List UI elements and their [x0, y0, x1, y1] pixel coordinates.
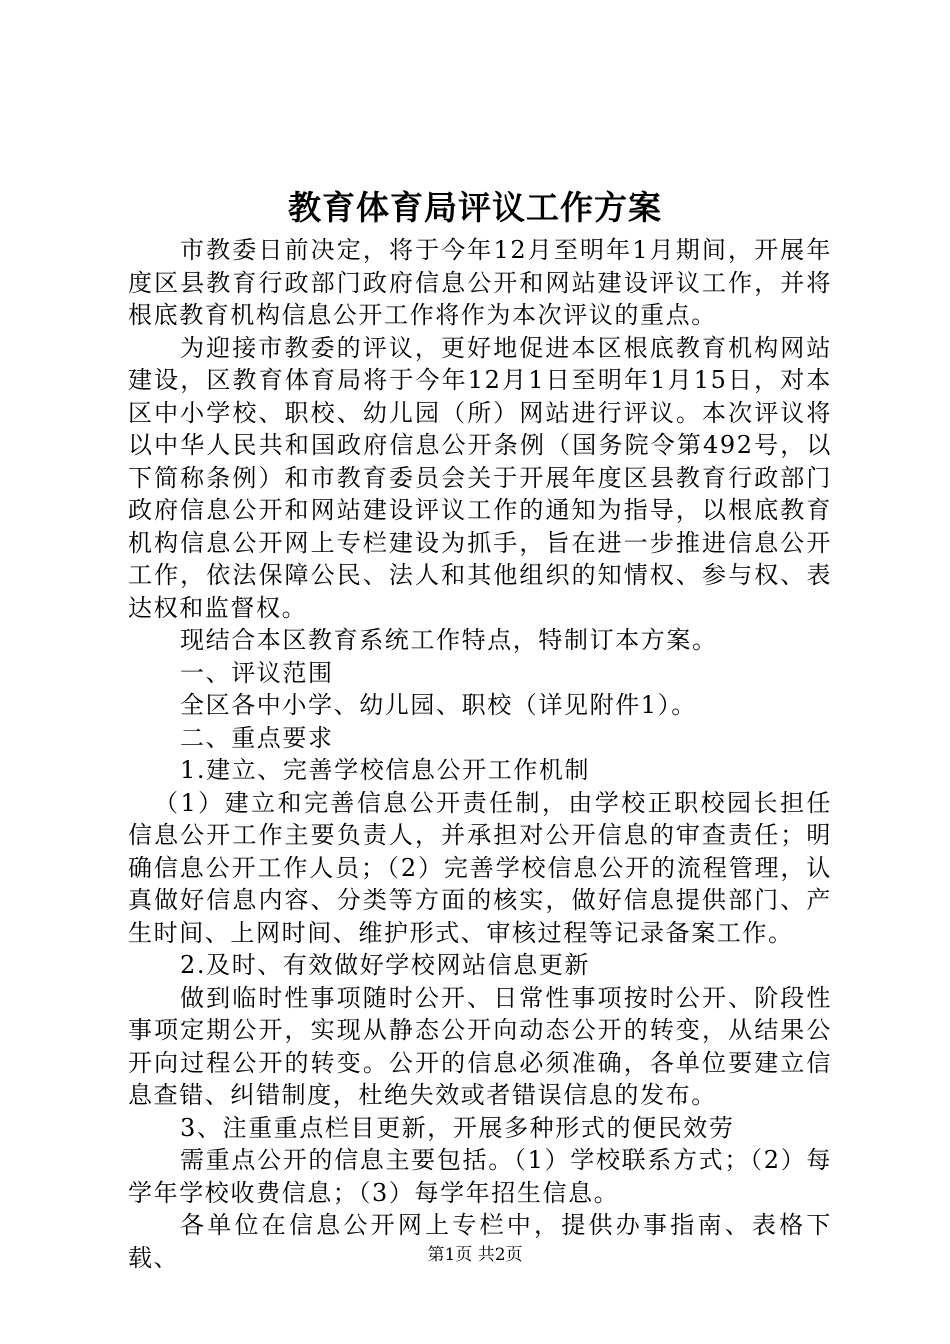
subheading-update: 2.及时、有效做好学校网站信息更新 [180, 951, 591, 979]
section-heading-requirements: 二、重点要求 [180, 723, 334, 752]
paragraph-purpose: 为迎接市教委的评议，更好地促进本区根底教育机构网站建设，区教育体育局将于今年12月1日至明年1月15日，对本区中小学校、职校、幼儿园（所）网站进行评议。本次评议将以中华人民共和国政府信息公开条例（国务院令第492号，以下简称条例）和市教育委员会关于开展年度区县教育行政部门政府信息公开和网站建设评议工作的通知为指导，以根底教育机构信息公开网上专栏建设为抓手，旨在进一步推进信息公开工作，依法保障公民、法人和其他组织的知情权、参与权、表达权和监督权。 [128, 333, 832, 622]
subheading-mechanism: 1.建立、完善学校信息公开工作机制 [180, 756, 591, 784]
subheading-columns: 3、注重重点栏目更新，开展多种形式的便民效劳 [180, 1113, 735, 1142]
paragraph-update: 做到临时性事项随时公开、日常性事项按时公开、阶段性事项定期公开，实现从静态公开向动态公开的转变，从结果公开向过程公开的转变。公开的信息必须准确，各单位要建立信息查错、纠错制度，杜绝失效或者错误信息的发布。 [128, 983, 832, 1109]
document-title: 教育体育局评议工作方案 [288, 188, 662, 227]
paragraph-plan: 现结合本区教育系统工作特点，特制订本方案。 [180, 626, 718, 654]
page-number: 第1页 共2页 [427, 1245, 523, 1265]
paragraph-mechanism: （1）建立和完善信息公开责任制，由学校正职校园长担任信息公开工作主要负责人，并承担对公开信息的审查责任；明确信息公开工作人员；（2）完善学校信息公开的流程管理，认真做好信息内容、分类等方面的核实，做好信息提供部门、产生时间、上网时间、维护形式、审核过程等记录备案工作。 [128, 788, 832, 947]
paragraph-key-info: 需重点公开的信息主要包括。（1）学校联系方式；（2）每学年学校收费信息；（3）每学年招生信息。 [128, 1146, 832, 1207]
section-heading-scope: 一、评议范围 [180, 658, 334, 687]
document-body [128, 234, 832, 1274]
paragraph-services: 各单位在信息公开网上专栏中，提供办事指南、表格下载、 [128, 1211, 832, 1272]
paragraph-intro: 市教委日前决定，将于今年12月至明年1月期间，开展年度区县教育行政部门政府信息公开和网站建设评议工作，并将根底教育机构信息公开工作将作为本次评议的重点。 [128, 236, 832, 329]
paragraph-scope: 全区各中小学、幼儿园、职校（详见附件1）。 [180, 691, 697, 719]
